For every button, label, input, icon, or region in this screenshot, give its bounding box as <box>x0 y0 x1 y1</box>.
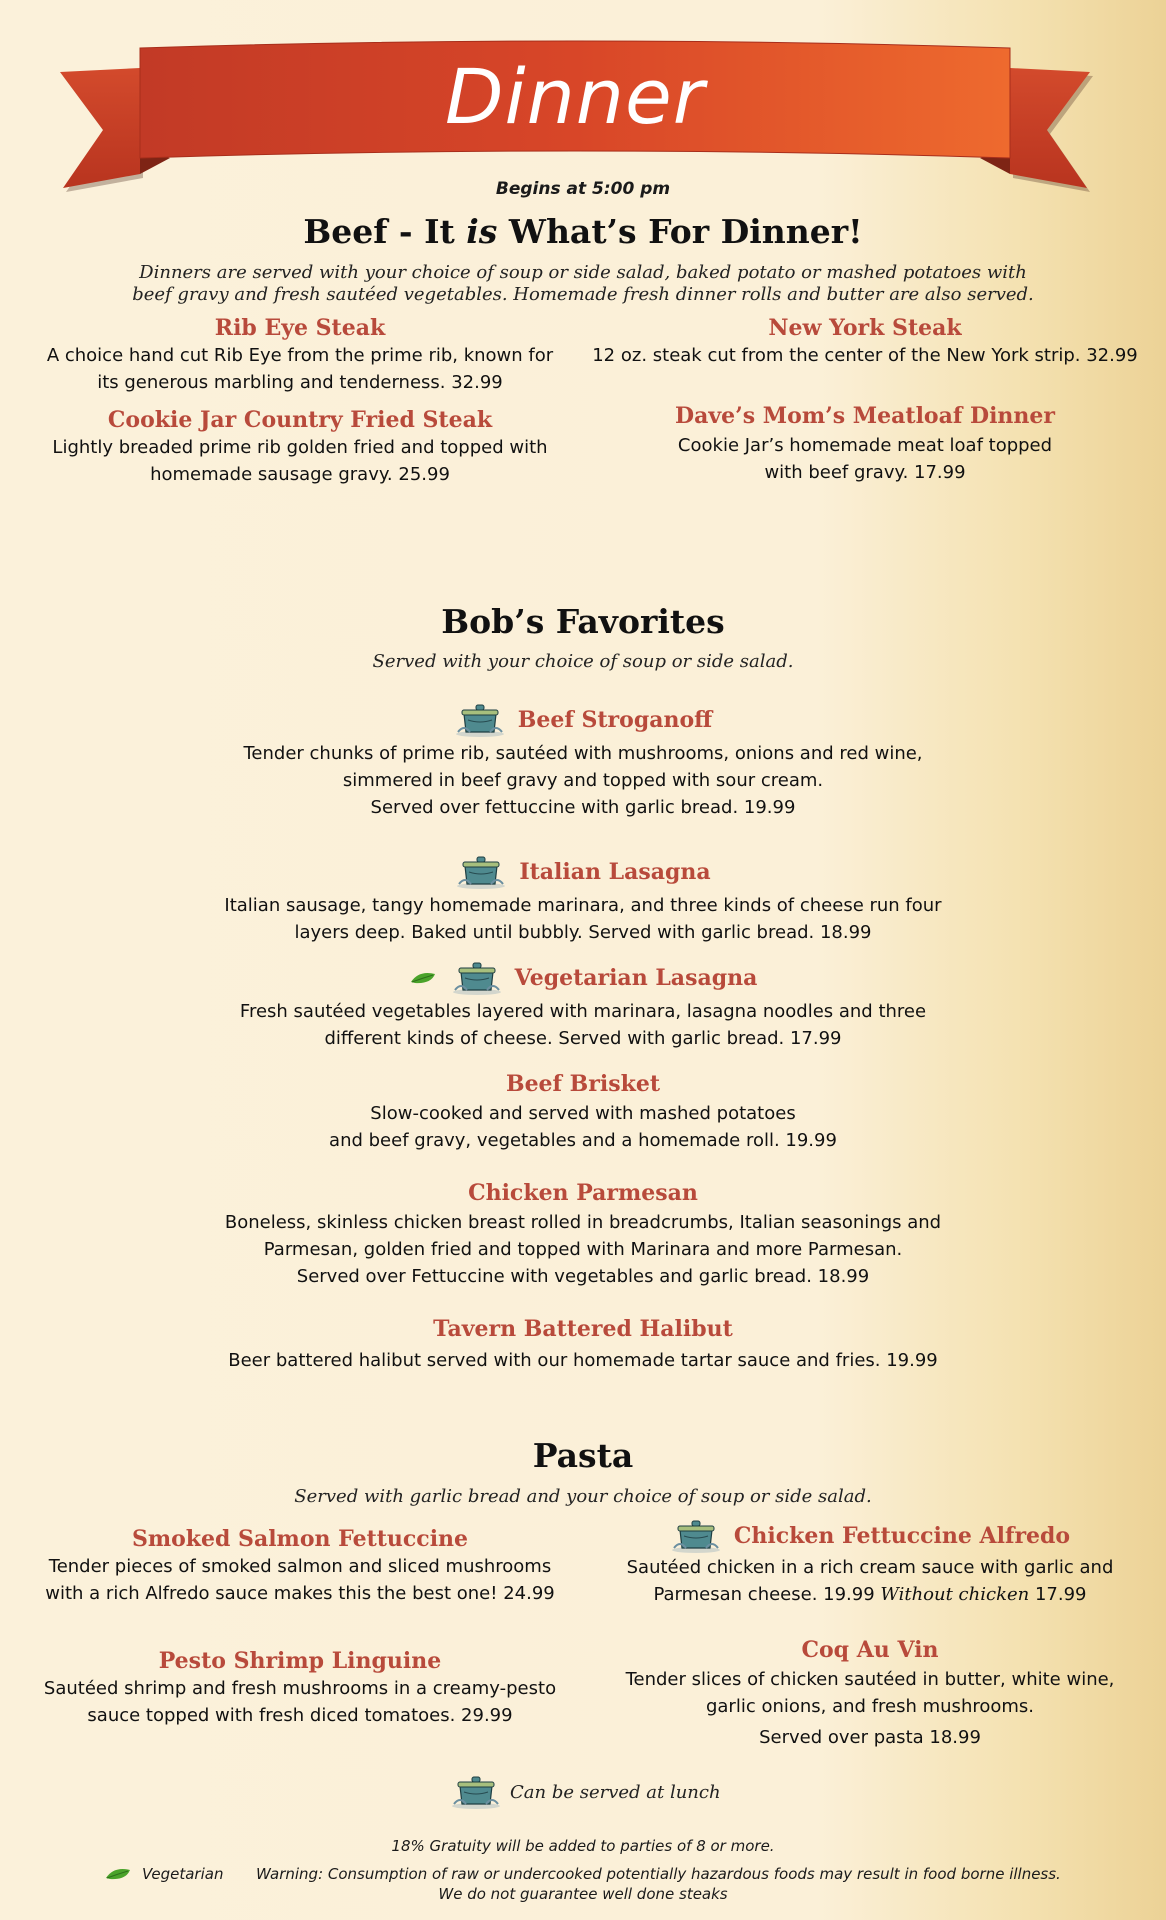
begins-time: Begins at 5:00 pm <box>495 179 671 199</box>
item-desc <box>183 892 983 946</box>
menu-item-pesto-shrimp <box>40 1647 560 1729</box>
item-desc-line: Lightly breaded prime rib golden fried and topped with <box>52 437 548 458</box>
menu-item-italian-lasagna <box>183 854 983 946</box>
item-desc-line: Served over fettuccine with garlic bread. 19.99 <box>370 797 796 818</box>
item-desc-line: sauce topped with fresh diced tomatoes. 29.99 <box>87 1705 513 1726</box>
menu-item-new-york <box>590 314 1140 369</box>
item-desc-line: Parmesan, golden fried and topped with Marinara and more Parmesan. <box>263 1239 903 1260</box>
item-title: Dave’s Mom’s Meatloaf Dinner <box>674 403 1055 429</box>
cooking-pot-icon <box>450 1774 502 1810</box>
item-desc <box>183 1100 983 1154</box>
menu-item-halibut <box>183 1315 983 1374</box>
menu-item-chicken-fettuccine-alfredo <box>610 1518 1130 1608</box>
item-desc <box>183 998 983 1052</box>
item-title: Coq Au Vin <box>801 1637 939 1663</box>
item-desc-line: and beef gravy, vegetables and a homemade roll. 19.99 <box>329 1130 837 1151</box>
item-desc <box>183 740 983 821</box>
item-desc <box>40 1553 560 1607</box>
variant-label: Without chicken <box>880 1584 1030 1605</box>
item-desc-line: Served over pasta 18.99 <box>759 1727 981 1748</box>
dinner-banner <box>55 40 1095 200</box>
item-desc-line: Boneless, skinless chicken breast rolled in breadcrumbs, Italian seasonings and <box>224 1212 942 1233</box>
item-desc <box>40 434 560 488</box>
beef-section-title <box>0 212 1166 252</box>
banner-title: Dinner <box>445 52 705 141</box>
item-desc-line: 12 oz. steak cut from the center of the New York strip. 32.99 <box>592 345 1138 366</box>
item-title: Smoked Salmon Fettuccine <box>131 1526 469 1552</box>
item-title: Chicken Fettuccine Alfredo <box>733 1523 1071 1549</box>
variant-price: 17.99 <box>1029 1584 1087 1605</box>
item-title: Chicken Parmesan <box>468 1180 698 1206</box>
item-desc-line: Sautéed chicken in a rich cream sauce with garlic and <box>626 1557 1114 1578</box>
item-title: Rib Eye Steak <box>214 315 386 341</box>
item-desc-line: Served over Fettuccine with vegetables and garlic bread. 18.99 <box>296 1266 870 1287</box>
item-desc-line: A choice hand cut Rib Eye from the prime rib, known for <box>46 345 554 366</box>
menu-item-coq-au-vin <box>610 1636 1130 1751</box>
menu-item-beef-stroganoff <box>183 702 983 821</box>
item-desc <box>183 1347 983 1374</box>
item-desc-line: homemade sausage gravy. 25.99 <box>150 464 450 485</box>
gratuity-note: 18% Gratuity will be added to parties of 8 or more. <box>391 1837 775 1855</box>
leaf-icon <box>409 970 439 986</box>
item-desc-line: Fresh sautéed vegetables layered with marinara, lasagna noodles and three <box>239 1001 927 1022</box>
cooking-pot-icon <box>455 854 507 890</box>
item-title: Beef Stroganoff <box>517 707 713 733</box>
menu-item-chicken-parmesan <box>183 1179 983 1290</box>
beef-title-emphasis: is <box>466 212 498 251</box>
item-desc <box>610 1554 1130 1608</box>
item-desc-line <box>610 1581 1130 1608</box>
menu-item-vegetarian-lasagna <box>183 960 983 1052</box>
food-warning: Warning: Consumption of raw or undercooked potentially hazardous foods may result in food borne illness. <box>256 1865 1061 1883</box>
beef-title-part: Beef - It <box>303 212 467 251</box>
item-desc-line: layers deep. Baked until bubbly. Served with garlic bread. 18.99 <box>294 922 872 943</box>
beef-section-sub <box>0 262 1166 306</box>
menu-item-beef-brisket <box>183 1070 983 1154</box>
beef-sub-line: Dinners are served with your choice of soup or side salad, baked potato or mashed potatoes with <box>139 262 1027 283</box>
item-desc-line: Sautéed shrimp and fresh mushrooms in a creamy-pesto <box>43 1678 557 1699</box>
item-desc <box>183 1209 983 1290</box>
item-title: Vegetarian Lasagna <box>514 965 758 991</box>
item-desc-line: simmered in beef gravy and topped with sour cream. <box>342 770 824 791</box>
item-desc-line: Beer battered halibut served with our homemade tartar sauce and fries. 19.99 <box>228 1350 938 1371</box>
item-desc-line: different kinds of cheese. Served with garlic bread. 17.99 <box>324 1028 842 1049</box>
cooking-pot-icon <box>454 702 506 738</box>
beef-sub-line: beef gravy and fresh sautéed vegetables. Homemade fresh dinner rolls and butter are also served. <box>132 284 1034 305</box>
menu-item-country-fried-steak <box>40 406 560 488</box>
item-desc-line: with beef gravy. 17.99 <box>764 462 966 483</box>
menu-item-rib-eye <box>40 314 560 396</box>
item-desc <box>40 342 560 396</box>
item-desc-line: with a rich Alfredo sauce makes this the best one! 24.99 <box>45 1583 555 1604</box>
vegetarian-legend-label: Vegetarian <box>142 1865 224 1883</box>
item-desc-line: Slow-cooked and served with mashed potatoes <box>370 1103 796 1124</box>
item-desc <box>600 432 1130 486</box>
item-desc-line: Tender pieces of smoked salmon and sliced mushrooms <box>48 1556 552 1577</box>
favorites-section-title: Bob’s Favorites <box>441 602 725 641</box>
item-desc <box>40 1675 560 1729</box>
item-desc-line: Cookie Jar’s homemade meat loaf topped <box>677 435 1053 456</box>
item-desc-line: its generous marbling and tenderness. 32.99 <box>97 372 503 393</box>
item-desc-line: Tender chunks of prime rib, sautéed with mushrooms, onions and red wine, <box>243 743 923 764</box>
lunch-legend-label: Can be served at lunch <box>510 1781 721 1803</box>
menu-item-smoked-salmon <box>40 1525 560 1607</box>
item-title: Cookie Jar Country Fried Steak <box>107 407 493 433</box>
beef-title-part: What’s For Dinner! <box>497 212 863 251</box>
leaf-icon <box>104 1866 134 1882</box>
item-desc-line: garlic onions, and fresh mushrooms. <box>705 1696 1035 1717</box>
item-title: Beef Brisket <box>505 1071 661 1097</box>
item-title: Pesto Shrimp Linguine <box>158 1648 442 1674</box>
cooking-pot-icon <box>451 960 503 996</box>
vegetarian-legend <box>104 1864 244 1884</box>
pasta-section-title: Pasta <box>532 1436 634 1475</box>
menu-item-meatloaf <box>600 402 1130 486</box>
item-desc <box>590 342 1140 369</box>
cooking-pot-icon <box>670 1518 722 1554</box>
item-desc <box>610 1666 1130 1751</box>
pasta-section-sub: Served with garlic bread and your choice of soup or side salad. <box>294 1486 872 1507</box>
price-text: Parmesan cheese. 19.99 <box>653 1584 881 1605</box>
item-title: New York Steak <box>768 315 962 341</box>
item-desc-line: Italian sausage, tangy homemade marinara, and three kinds of cheese run four <box>224 895 942 916</box>
lunch-legend <box>450 1772 750 1812</box>
steak-note: We do not guarantee well done steaks <box>438 1885 728 1903</box>
item-desc-line: Tender slices of chicken sautéed in butter, white wine, <box>625 1669 1115 1690</box>
favorites-section-sub: Served with your choice of soup or side salad. <box>372 651 794 672</box>
item-title: Tavern Battered Halibut <box>433 1316 733 1342</box>
item-title: Italian Lasagna <box>519 859 711 885</box>
